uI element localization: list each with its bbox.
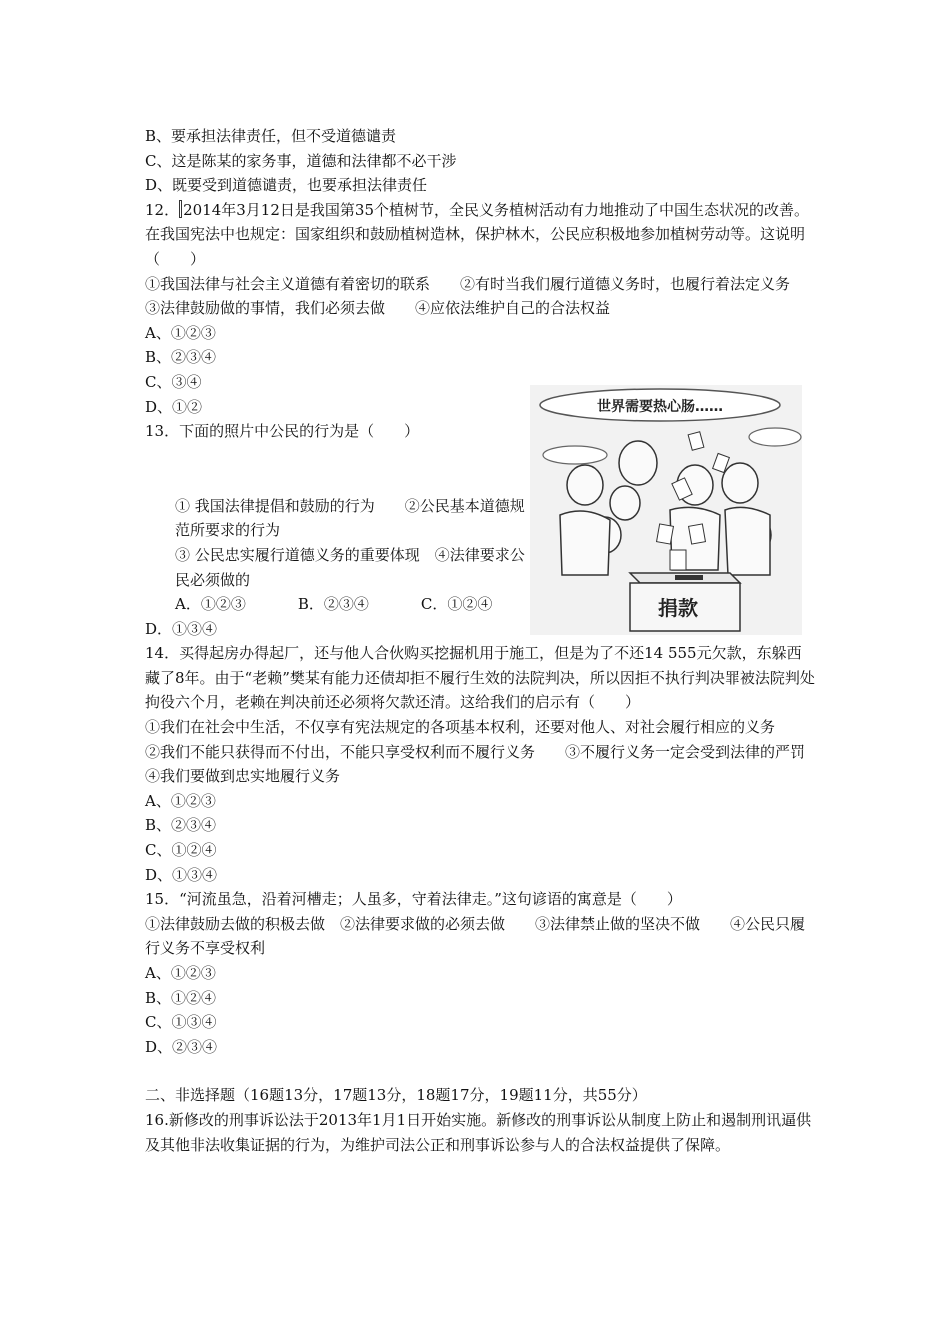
donation-box-label: 捐款 (658, 596, 698, 620)
q12-option-d: D、①② (145, 397, 203, 416)
q12-option-a: A、①②③ (145, 323, 216, 342)
donation-box-slot (675, 575, 703, 580)
prev-option-b: B、要承担法律责任，但不受道德谴责 (145, 127, 397, 145)
q14-option-b: B、②③④ (145, 816, 217, 835)
q13-statements-1: ① 我国法律提倡和鼓励的行为 ②公民基本道德规范所要求的行为 (175, 496, 525, 540)
cartoon-illustration (530, 385, 802, 635)
donation-cartoon-image (530, 385, 802, 635)
paper-4 (657, 524, 674, 544)
q15-option-c: C、①③④ (145, 1013, 217, 1032)
q12-number: 12． (145, 200, 180, 219)
q13-options-abc (145, 592, 525, 617)
q16-text: 16.新修改的刑事诉讼法于2013年1月1日开始实施。新修改的刑事诉讼从制度上防止和遏制刑讯逼供及其他非法收集证据的行为，为维护司法公正和刑事诉讼参与人的合法权益提供了保障。 (145, 1110, 812, 1154)
section-2-title: 二、非选择题（16题13分，17题13分，18题17分，19题11分，共55分） (145, 1086, 647, 1105)
q15-text: 15．“河流虽急，沿着河槽走；人虽多，守着法律走。”这句谚语的寓意是（ ） (145, 890, 682, 909)
q13-option-a: A．①②③ (175, 595, 246, 614)
q12-option-b: B、②③④ (145, 348, 217, 367)
q13-option-d: D．①③④ (145, 619, 218, 638)
prev-option-d: D、既要受到道德谴责，也要承担法律责任 (145, 176, 428, 195)
cloud-left (543, 446, 607, 464)
person-head-4 (722, 463, 758, 503)
speech-bubble-text: 世界需要热心肠…… (597, 399, 723, 415)
q14-statements: ①我们在社会中生活，不仅享有宪法规定的各项基本权利，还要对他人、对社会履行相应的义务 ②我们不能只获得而不付出，不能只享受权利而不履行义务 ③不履行义务一定会受到法律的严罚 ④我们要做到忠实地履行义务 (145, 718, 836, 786)
q15-option-d: D、②③④ (145, 1037, 218, 1056)
paper-5 (689, 524, 706, 544)
text-cursor-icon (179, 200, 182, 218)
person-head-1 (567, 465, 603, 505)
person-body-4 (725, 507, 770, 575)
q14-text: 14．买得起房办得起厂，还与他人合伙购买挖掘机用于施工，但是为了不还14 555元欠款，东躲西藏了8年。由于“老赖”樊某有能力还债却拒不履行生效的法院判决，所以因拒不执行判决罪被法院判处拘役六个月，老赖在判决前还必须将欠款还清。这给我们的启示有（ ） (145, 644, 815, 712)
q13-statements-2: ③ 公民忠实履行道德义务的重要体现 ④法律要求公民必须做的 (175, 545, 525, 589)
q15-option-a: A、①②③ (145, 964, 216, 982)
q12-text: 2014年3月12日是我国第35个植树节，全民义务植树活动有力地推动了中国生态状况的改善。在我国宪法中也规定：国家组织和鼓励植树造林，保护林木，公民应积极地参加植树劳动等。这说明（ ） (145, 200, 809, 268)
document-body (145, 124, 836, 1157)
q14-option-a: A、①②③ (145, 791, 216, 810)
q12-statements: ①我国法律与社会主义道德有着密切的联系 ②有时当我们履行道德义务时，也履行着法定义务 ③法律鼓励做的事情，我们必须去做 ④应依法维护自己的合法权益 (145, 274, 821, 318)
paper-6 (670, 550, 686, 570)
q13-option-b: B．②③④ (297, 595, 369, 614)
q15-statements: ①法律鼓励去做的积极去做 ②法律要求做的必须去做 ③法律禁止做的坚决不做 ④公民只履行义务不享受权利 (145, 914, 806, 958)
prev-option-c: C、这是陈某的家务事，道德和法律都不必干涉 (145, 151, 457, 170)
person-head-5 (610, 486, 640, 520)
q13-option-c: C．①②④ (420, 595, 493, 614)
q15-option-b: B、①②④ (145, 988, 217, 1007)
q13-text: 13．下面的照片中公民的行为是（ ） (145, 422, 420, 441)
q14-option-d: D、①③④ (145, 865, 218, 884)
question-13 (145, 419, 525, 617)
q12-option-c: C、③④ (145, 372, 202, 391)
person-head-2 (619, 441, 657, 485)
person-body-1 (560, 511, 610, 575)
cloud-right (749, 428, 801, 446)
q14-option-c: C、①②④ (145, 841, 217, 860)
question-12 (145, 198, 815, 272)
